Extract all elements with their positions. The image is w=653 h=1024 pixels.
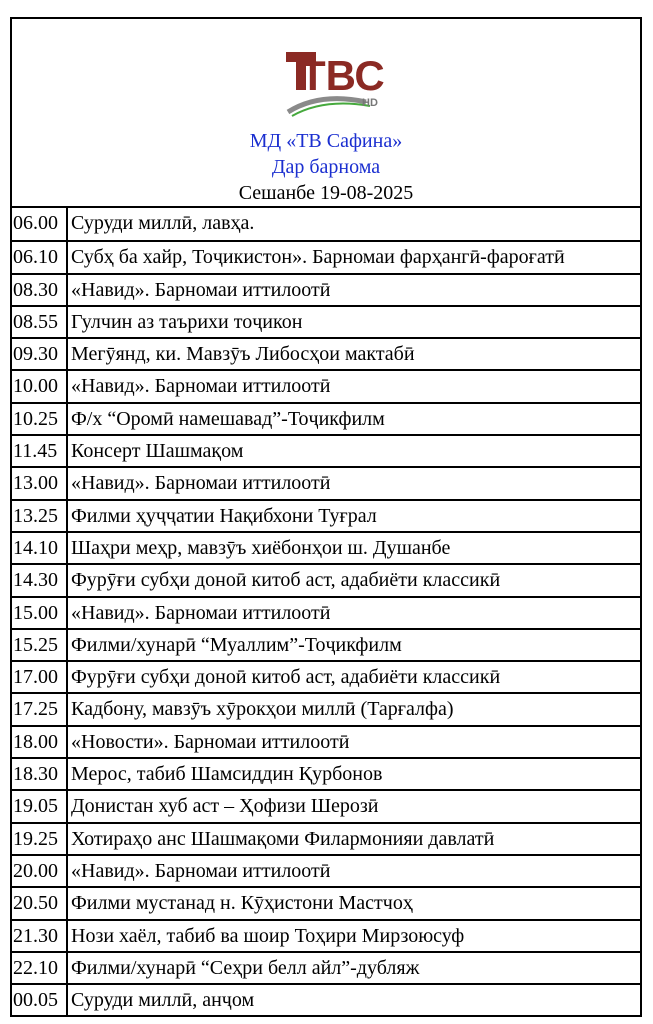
program-title: Хотираҳо анс Шашмақоми Филармонияи давлатӣ [71,827,495,850]
schedule-row [12,208,640,240]
program-title: Кадбону, мавзӯъ хӯрокҳои миллӣ (Тарғалфа) [71,698,454,721]
program-title: Нози хаёл, табиб ва шоир Тоҳири Мирзоюсуф [71,924,465,947]
program-title: Филми мустанад н. Кӯҳистони Мастчоҳ [71,892,413,915]
schedule-time: 20.50 [12,888,68,918]
schedule-time: 10.25 [12,404,68,434]
schedule-row [12,531,640,563]
program-title: Консерт Шашмақом [71,440,244,463]
schedule-time: 08.55 [12,307,68,337]
program-title: Мерос, табиб Шамсиддин Қурбонов [71,763,383,786]
schedule-row [12,596,640,628]
schedule-row [12,951,640,983]
program-title: Фурӯғи субҳи доноӣ китоб аст, адабиёти классикӣ [71,569,501,592]
schedule-time: 00.05 [12,985,68,1015]
program-title: «Навид». Барномаи иттилоотӣ [71,278,331,301]
schedule-row [12,692,640,724]
schedule-row [12,854,640,886]
schedule-time: 10.00 [12,371,68,401]
schedule-time: 06.10 [12,242,68,272]
schedule-time: 17.25 [12,694,68,724]
program-title: Гулчин аз таърихи тоҷикон [71,310,303,333]
schedule-date: Сешанбе 19-08-2025 [238,182,414,204]
logo-hd-badge: HD [362,97,378,109]
schedule-time: 19.05 [12,791,68,821]
schedule-header [12,19,640,208]
schedule-row [12,660,640,692]
program-title: «Новости». Барномаи иттилоотӣ [71,730,350,753]
schedule-row [12,983,640,1015]
program-title: Филми ҳуҷҷатии Нақибхони Туғрал [71,504,377,527]
schedule-row [12,240,640,272]
channel-name: МД «ТВ Сафина» [249,130,403,152]
program-title: Суруди миллӣ, анҷом [71,989,255,1012]
schedule-row [12,273,640,305]
schedule-time: 08.30 [12,275,68,305]
schedule-row [12,466,640,498]
schedule-sheet [10,17,642,1017]
schedule-time: 11.45 [12,436,68,466]
schedule-time: 18.30 [12,759,68,789]
schedule-time: 14.10 [12,533,68,563]
program-title: «Навид». Барномаи иттилоотӣ [71,601,331,624]
program-title: Суруди миллӣ, лавҳа. [71,212,255,234]
schedule-row [12,337,640,369]
program-title: «Навид». Барномаи иттилоотӣ [71,859,331,882]
schedule-subtitle: Дар барнома [271,156,381,178]
schedule-time: 13.25 [12,501,68,531]
schedule-time: 14.30 [12,565,68,595]
schedule-row [12,789,640,821]
schedule-time: 15.00 [12,598,68,628]
program-title: Филми/хунарӣ “Сеҳри белл айл”-дубляж [71,956,420,979]
schedule-row [12,757,640,789]
program-title: Субҳ ба хайр, Тоҷикистон». Барномаи фарҳангӣ-фароғатӣ [71,246,565,269]
schedule-time: 09.30 [12,339,68,369]
program-title: «Навид». Барномаи иттилоотӣ [71,472,331,495]
schedule-row [12,434,640,466]
logo-letters: ТВС [300,52,385,99]
schedule-time: 22.10 [12,953,68,983]
schedule-row [12,402,640,434]
program-title: Донистан хуб аст – Ҳофизи Шерозӣ [71,795,379,818]
program-title: Фурӯғи субҳи доноӣ китоб аст, адабиёти классикӣ [71,666,501,689]
schedule-row [12,628,640,660]
program-title: Ф/х “Оромӣ намешавад”-Тоҷикфилм [71,407,385,430]
schedule-row [12,886,640,918]
schedule-row [12,919,640,951]
program-title: «Навид». Барномаи иттилоотӣ [71,375,331,398]
schedule-time: 13.00 [12,468,68,498]
channel-logo [280,46,390,126]
schedule-time: 18.00 [12,727,68,757]
program-title: Мегӯянд, ки. Мавзӯъ Либосҳои мактабӣ [71,343,415,366]
schedule-row [12,822,640,854]
schedule-row [12,563,640,595]
schedule-table [12,208,640,1015]
program-title: Филми/хунарӣ “Муаллим”-Тоҷикфилм [71,633,402,656]
schedule-row [12,369,640,401]
schedule-time: 19.25 [12,824,68,854]
schedule-time: 20.00 [12,856,68,886]
schedule-time: 06.00 [12,208,68,240]
schedule-time: 15.25 [12,630,68,660]
schedule-time: 21.30 [12,921,68,951]
schedule-row [12,725,640,757]
schedule-time: 17.00 [12,662,68,692]
program-title: Шаҳри меҳр, мавзӯъ хиёбонҳои ш. Душанбе [71,536,451,559]
schedule-row [12,499,640,531]
schedule-row [12,305,640,337]
